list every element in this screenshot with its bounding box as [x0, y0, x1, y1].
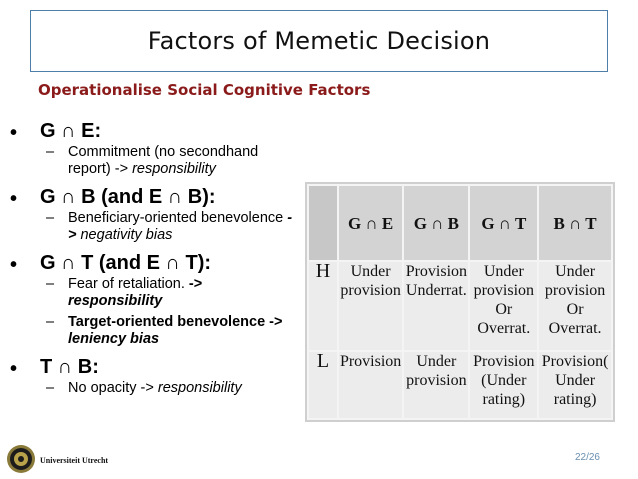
table-cell: Under provision — [403, 351, 469, 419]
table-cell: Provision( Under rating) — [538, 351, 612, 419]
bullet-italic: responsibility — [132, 161, 216, 177]
bullet-dash: – — [46, 276, 55, 292]
slide-subtitle: Operationalise Social Cognitive Factors — [38, 81, 371, 99]
bullet-level1 — [10, 118, 300, 144]
bullet-heading: G ∩ T (and E ∩ T): — [40, 252, 212, 274]
bullet-dash: – — [46, 210, 55, 226]
table-row — [308, 351, 612, 419]
table-header: B ∩ T — [538, 185, 612, 261]
bullet-level2 — [46, 314, 300, 348]
table-cell: Provision — [338, 351, 403, 419]
bullet-text: No opacity -> — [68, 380, 158, 396]
row-label: H — [308, 261, 338, 351]
bullet-heading: G ∩ B (and E ∩ B): — [40, 186, 216, 208]
bullet-level2 — [46, 210, 300, 244]
row-label: L — [308, 351, 338, 419]
institution-name: Universiteit Utrecht — [40, 456, 109, 465]
slide-title: Factors of Memetic Decision — [147, 27, 491, 55]
bullet-level1 — [10, 184, 300, 210]
table-header: G ∩ T — [469, 185, 538, 261]
bullet-dash: – — [46, 380, 55, 396]
table-cell: Provision (Under rating) — [469, 351, 538, 419]
bullet-list — [10, 118, 300, 397]
factor-table — [307, 184, 613, 420]
bullet-bold: -> — [188, 276, 203, 292]
bullet-heading: G ∩ E: — [40, 120, 102, 142]
bullet-text: Beneficiary-oriented benevolence — [68, 210, 288, 226]
table-header-row — [308, 185, 612, 261]
table-cell: Under provision Or Overrat. — [538, 261, 612, 351]
table-cell: Under provision — [338, 261, 403, 351]
bullet-heading: T ∩ B: — [40, 356, 99, 378]
bullet-dot: • — [10, 122, 18, 144]
bullet-text: Fear of retaliation. — [68, 276, 189, 292]
bullet-bold: -> — [68, 210, 293, 243]
bullet-level2 — [46, 380, 300, 397]
bullet-dot: • — [10, 188, 18, 210]
table-cell: Provision Underrat. — [403, 261, 469, 351]
bullet-dash: – — [46, 314, 55, 330]
bullet-dot: • — [10, 358, 18, 380]
university-seal-icon — [6, 444, 36, 474]
title-box — [30, 10, 608, 72]
table-corner — [308, 185, 338, 261]
decision-table — [305, 182, 615, 422]
bullet-text: Commitment (no secondhand report) -> — [68, 144, 259, 177]
bullet-level1 — [10, 354, 300, 380]
bullet-italic: responsibility — [157, 380, 242, 396]
bullet-level2 — [46, 144, 300, 178]
bullet-level1 — [10, 250, 300, 276]
table-header: G ∩ B — [403, 185, 469, 261]
bullet-level2 — [46, 276, 300, 310]
bullet-dot: • — [10, 254, 18, 276]
table-row — [308, 261, 612, 351]
bullet-italic: negativity bias — [76, 227, 173, 243]
bullet-bold: Target-oriented benevolence -> — [68, 314, 283, 330]
table-cell: Under provision Or Overrat. — [469, 261, 538, 351]
bullet-dash: – — [46, 144, 55, 160]
bullet-italic: leniency bias — [68, 331, 160, 347]
bullet-italic: responsibility — [68, 293, 163, 309]
page-number: 22/26 — [574, 452, 600, 463]
table-header: G ∩ E — [338, 185, 403, 261]
